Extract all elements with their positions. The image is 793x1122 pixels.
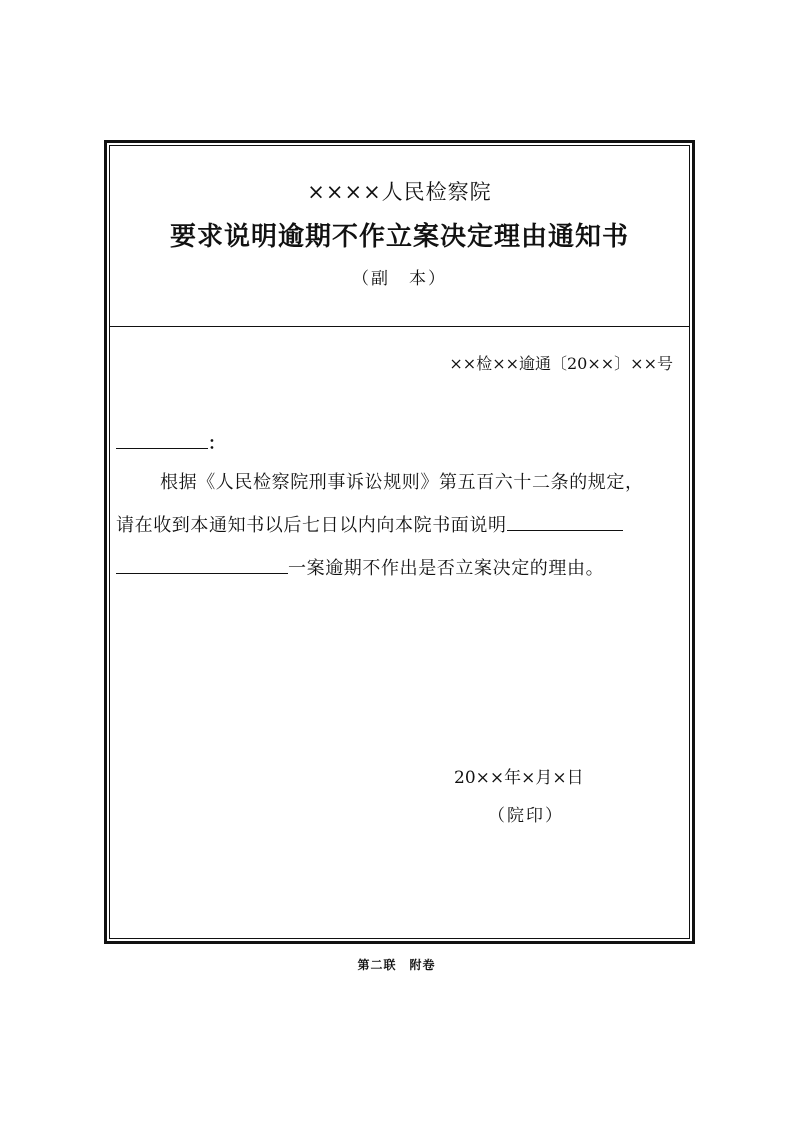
- document-title: 要求说明逾期不作立案决定理由通知书: [169, 222, 629, 252]
- body-line-3: [116, 554, 691, 580]
- document-inner-frame: [109, 145, 690, 939]
- case-name-blank-1: [507, 529, 623, 531]
- case-name-blank-2: [116, 572, 288, 574]
- body-line-2: [116, 511, 691, 537]
- copy-label: （副 本）: [352, 269, 447, 289]
- document-frame: [104, 140, 695, 944]
- body-line-1: 根据《人民检察院刑事诉讼规则》第五百六十二条的规定，: [160, 472, 644, 493]
- body-line-3-text: 一案逾期不作出是否立案决定的理由。: [288, 558, 605, 579]
- document-number: ××检××逾通〔20××〕××号: [449, 354, 673, 373]
- recipient-blank: [116, 447, 208, 449]
- footer-label: 第二联 附卷: [357, 958, 436, 972]
- recipient-colon: ：: [208, 434, 225, 454]
- body-line-2-text: 请在收到本通知书以后七日以内向本院书面说明: [116, 515, 507, 536]
- organization-name: ××××人民检察院: [307, 180, 492, 204]
- document-header: [110, 146, 689, 327]
- recipient-line: [116, 429, 225, 454]
- seal-label: （院印）: [488, 806, 564, 826]
- signature-date: 20××年×月×日: [454, 768, 584, 788]
